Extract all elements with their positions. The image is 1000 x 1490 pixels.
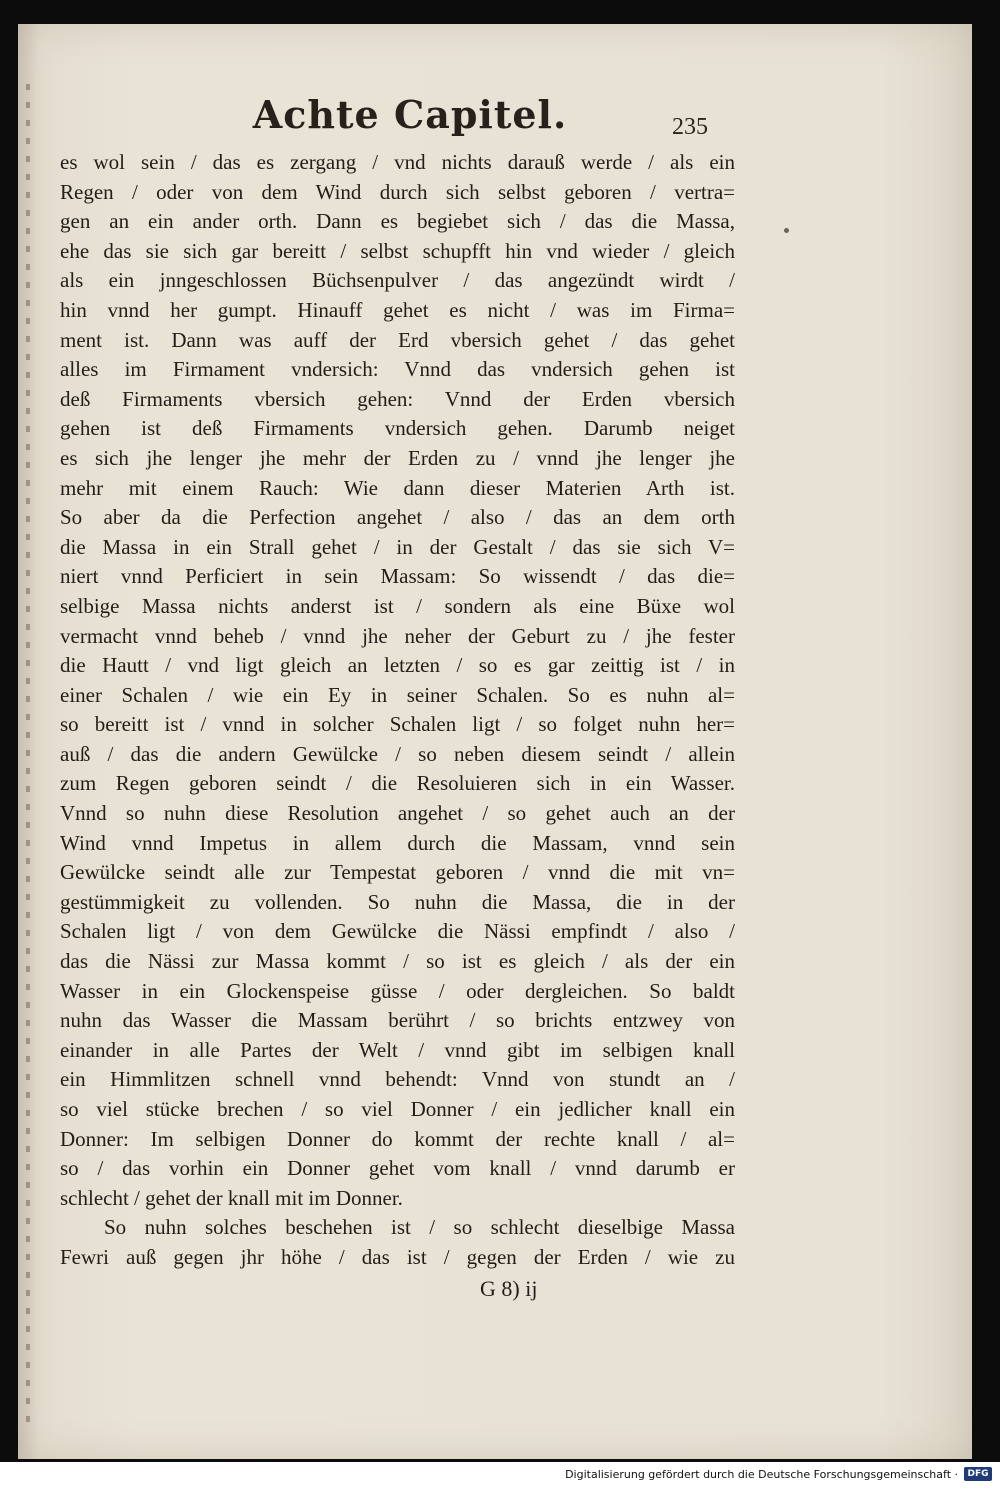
- text-line: vermacht vnnd beheb / vnnd jhe neher der Geburt zu / jhe fester: [60, 623, 735, 648]
- paper-speck: [784, 228, 789, 233]
- text-line: So nuhn solches beschehen ist / so schlecht dieselbige Massa: [104, 1215, 735, 1240]
- funding-credit: Digitalisierung gefördert durch die Deutsche Forschungsgemeinschaft ·: [565, 1468, 958, 1481]
- text-line: so viel stücke brechen / so viel Donner / ein jedlicher knall ein: [60, 1097, 735, 1121]
- footer-bar: [0, 1462, 1000, 1490]
- body-text: [60, 148, 735, 1273]
- text-line: niert vnnd Perficiert in sein Massam: So wissendt / das die=: [60, 564, 735, 589]
- text-line: Wind vnnd Impetus in allem durch die Massam, vnnd sein: [60, 830, 735, 855]
- text-line: einer Schalen / wie ein Ey in seiner Schalen. So es nuhn al=: [60, 682, 735, 707]
- text-line: gen an ein ander orth. Dann es begiebet sich / das die Massa,: [60, 209, 735, 234]
- text-line: Fewri auß gegen jhr höhe / das ist / gegen der Erden / wie zu: [60, 1244, 735, 1269]
- text-line: so / das vorhin ein Donner gehet vom knall / vnnd darumb er: [60, 1156, 735, 1181]
- text-line: Donner: Im selbigen Donner do kommt der rechte knall / al=: [60, 1126, 735, 1151]
- text-line: So aber da die Perfection angehet / also / das an dem orth: [60, 505, 735, 530]
- page-number: 235: [672, 114, 708, 140]
- text-line: Gewülcke seindt alle zur Tempestat geboren / vnnd die mit vn=: [60, 860, 735, 885]
- text-line: so bereitt ist / vnnd in solcher Schalen ligt / so folget nuhn her=: [60, 712, 735, 737]
- text-line: Vnnd so nuhn diese Resolution angehet / so gehet auch an der: [60, 801, 735, 826]
- text-line: die Hautt / vnd ligt gleich an letzten / so es gar zeittig ist / in: [60, 653, 735, 678]
- text-line: schlecht / gehet der knall mit im Donner.: [60, 1185, 403, 1210]
- text-line: als ein jnngeschlossen Büchsenpulver / das angezündt wirdt /: [60, 268, 735, 293]
- text-line: mehr mit einem Rauch: Wie dann dieser Materien Arth ist.: [60, 475, 735, 500]
- text-line: zum Regen geboren seindt / die Resoluieren sich in ein Wasser.: [60, 771, 735, 796]
- text-line: alles im Firmament vndersich: Vnnd das vndersich gehen ist: [60, 357, 735, 382]
- text-line: es wol sein / das es zergang / vnd nichts darauß werde / als ein: [60, 150, 735, 174]
- text-line: das die Nässi zur Massa kommt / so ist es gleich / als der ein: [60, 949, 735, 974]
- text-line: nuhn das Wasser die Massam berührt / so brichts entzwey von: [60, 1008, 735, 1033]
- text-line: gehen ist deß Firmaments vndersich gehen. Darumb neiget: [60, 416, 735, 441]
- text-line: gestümmigkeit zu vollenden. So nuhn die Massa, die in der: [60, 889, 735, 914]
- binding-gutter: [26, 84, 30, 1434]
- signature-mark: G 8) ij: [480, 1276, 538, 1301]
- text-line: ment ist. Dann was auff der Erd vbersich gehet / das gehet: [60, 327, 735, 352]
- text-line: Schalen ligt / von dem Gewülcke die Nässi empfindt / also /: [60, 919, 735, 944]
- running-title: Achte Capitel.: [252, 92, 568, 137]
- text-line: hin vnnd her gumpt. Hinauff gehet es nicht / was im Firma=: [60, 297, 735, 322]
- text-line: ein Himmlitzen schnell vnnd behendt: Vnnd von stundt an /: [60, 1067, 735, 1092]
- text-line: es sich jhe lenger jhe mehr der Erden zu / vnnd jhe lenger jhe: [60, 445, 735, 470]
- text-line: selbige Massa nichts anderst ist / sondern als eine Büxe wol: [60, 593, 735, 618]
- dfg-logo: DFG: [964, 1467, 992, 1481]
- text-line: auß / das die andern Gewülcke / so neben diesem seindt / allein: [60, 741, 735, 766]
- text-line: Regen / oder von dem Wind durch sich selbst geboren / vertra=: [60, 179, 735, 204]
- text-line: ehe das sie sich gar bereitt / selbst schupfft hin vnd wieder / gleich: [60, 238, 735, 263]
- text-line: die Massa in ein Strall gehet / in der Gestalt / das sie sich V=: [60, 534, 735, 559]
- text-line: einander in alle Partes der Welt / vnnd gibt im selbigen knall: [60, 1037, 735, 1062]
- text-line: deß Firmaments vbersich gehen: Vnnd der Erden vbersich: [60, 386, 735, 411]
- text-line: Wasser in ein Glockenspeise güsse / oder dergleichen. So baldt: [60, 978, 735, 1003]
